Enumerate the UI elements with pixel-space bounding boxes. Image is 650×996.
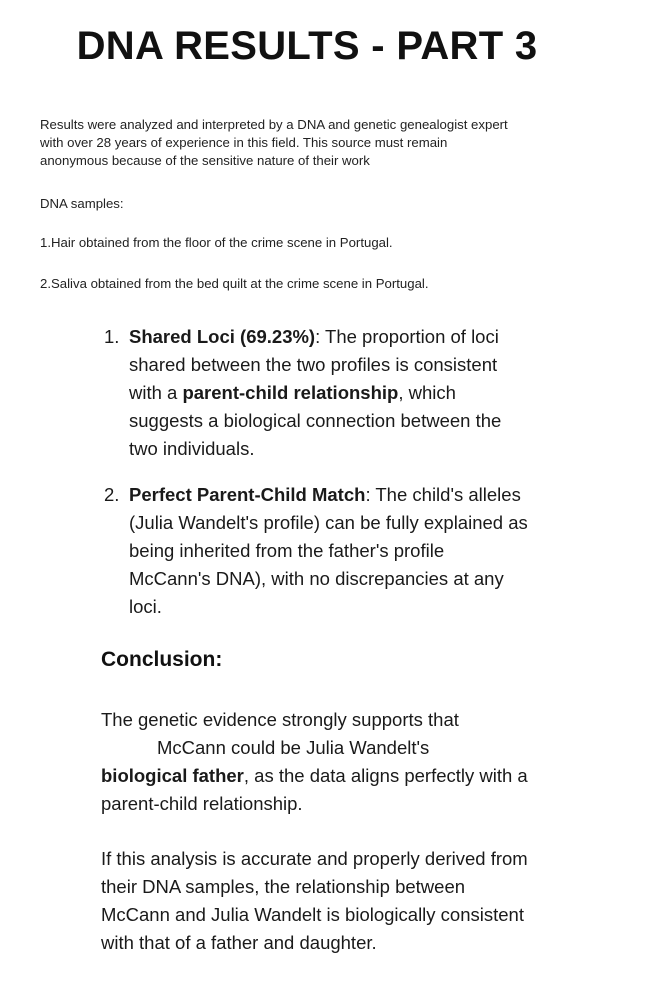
page-title: DNA RESULTS - PART 3	[76, 24, 538, 68]
intro-line: with over 28 years of experience in this field. This source must remain	[40, 135, 448, 150]
analysis-text: McCann and Julia Wandelt is biologically consistent with that of a father and daughter.	[101, 904, 524, 953]
conclusion-text: The genetic evidence strongly supports that	[101, 709, 459, 730]
finding-number: 2.	[104, 484, 120, 505]
conclusion-paragraph	[101, 706, 541, 818]
analysis-paragraph	[101, 845, 541, 957]
sample-item-hair: 1.Hair obtained from the floor of the crime scene in Portugal.	[40, 235, 393, 250]
finding-heading: Perfect Parent-Child Match	[129, 484, 366, 505]
sample-item-saliva: 2.Saliva obtained from the bed quilt at the crime scene in Portugal.	[40, 276, 429, 291]
intro-paragraph	[40, 116, 600, 170]
analysis-text: If this analysis is accurate and properly derived from their DNA samples, the relationship between	[101, 848, 528, 897]
conclusion-emphasis: biological father	[101, 765, 244, 786]
intro-line: anonymous because of the sensitive nature of their work	[40, 153, 370, 168]
finding-emphasis: parent-child relationship	[182, 382, 399, 403]
samples-label: DNA samples:	[40, 196, 124, 211]
finding-text: : The child's alleles (Julia Wandelt's profile) can be fully explained as being inherited from the father's profile	[129, 484, 528, 561]
finding-text: : The proportion of loci shared between the two profiles is consistent with a	[129, 326, 499, 403]
conclusion-text: McCann could be Julia Wandelt's	[157, 737, 430, 758]
conclusion-heading: Conclusion:	[101, 648, 223, 671]
finding-number: 1.	[104, 326, 120, 347]
finding-text: , which suggests a biological connection between the two individuals.	[129, 382, 502, 459]
finding-parent-child-match	[104, 481, 534, 621]
finding-heading: Shared Loci (69.23%)	[129, 326, 316, 347]
finding-shared-loci	[104, 323, 534, 463]
conclusion-text: , as the data aligns perfectly with a parent-child relationship.	[101, 765, 528, 814]
finding-text: McCann's DNA), with no discrepancies at any loci.	[129, 568, 504, 617]
intro-line: Results were analyzed and interpreted by a DNA and genetic genealogist expert	[40, 117, 508, 132]
findings-list	[104, 323, 534, 621]
